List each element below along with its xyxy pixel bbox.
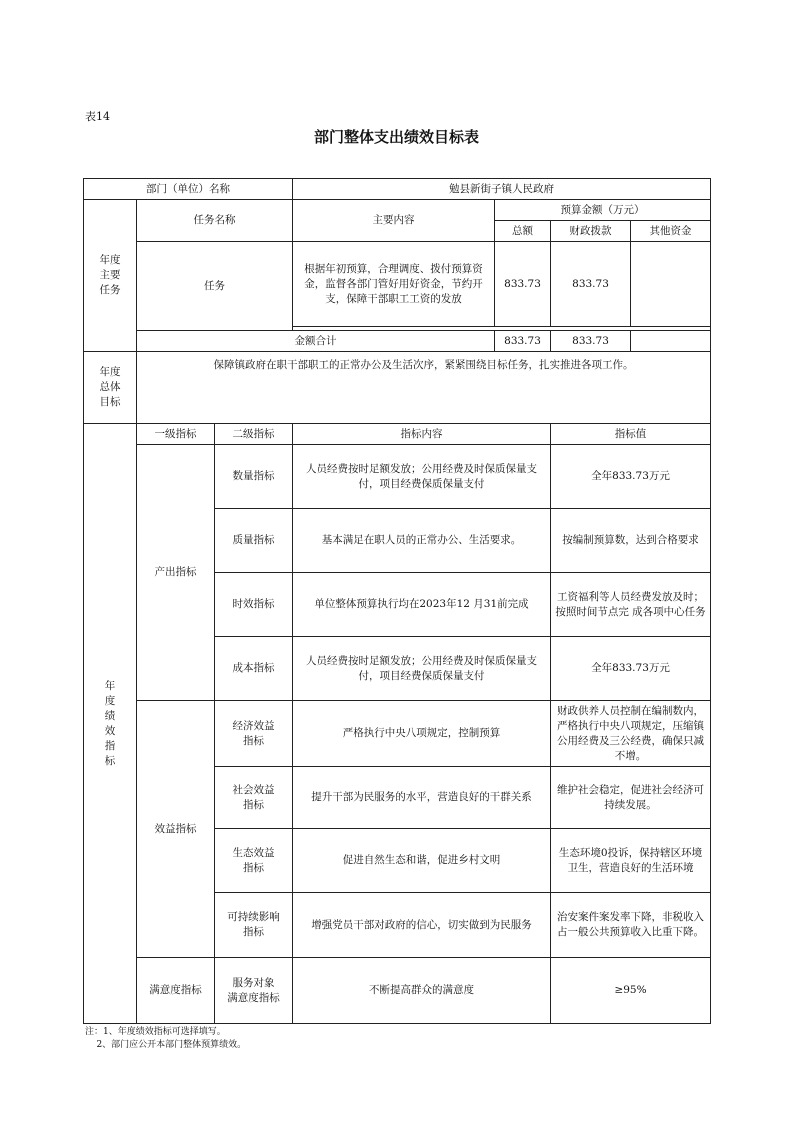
indicator-content: 增强党员干部对政府的信心，切实做到为民服务 bbox=[293, 893, 551, 958]
footnote-line: 注：1、年度绩效指标可选择填写。 bbox=[85, 1027, 226, 1037]
indicator-content: 人员经费按时足额发放；公用经费及时保质保量支付，项目经费保质保量支付 bbox=[293, 445, 551, 509]
dept-name-label: 部门（单位）名称 bbox=[84, 179, 293, 200]
sum-fiscal: 833.73 bbox=[551, 331, 631, 352]
indicator-content: 单位整体预算执行均在2023年12 月31前完成 bbox=[293, 573, 551, 637]
indicator-name: 经济效益 指标 bbox=[215, 701, 293, 767]
indicator-name: 生态效益 指标 bbox=[215, 829, 293, 893]
indicator-value-header: 指标值 bbox=[551, 424, 711, 445]
task-other bbox=[631, 242, 711, 327]
task-fiscal: 833.73 bbox=[551, 242, 631, 327]
document-title: 部门整体支出绩效目标表 bbox=[313, 128, 479, 146]
budget-header: 预算金额（万元） bbox=[495, 200, 711, 221]
level1-header: 一级指标 bbox=[137, 424, 215, 445]
annual-task-label: 年度 主要 任务 bbox=[84, 200, 137, 352]
indicator-content: 促进自然生态和谐，促进乡村文明 bbox=[293, 829, 551, 893]
task-content: 根据年初预算，合理调度、拨付预算资金，监督各部门管好用好资金，节约开支，保障干部职工工资的发放 bbox=[293, 242, 495, 327]
sum-other bbox=[631, 331, 711, 352]
budget-fiscal-header: 财政拨款 bbox=[551, 221, 631, 242]
performance-indicator-label: 年 度 绩 效 指 标 bbox=[84, 424, 137, 1024]
budget-total-header: 总额 bbox=[495, 221, 551, 242]
indicator-value: 生态环境0投诉，保持辖区环境卫生，营造良好的生活环境 bbox=[551, 829, 711, 893]
indicator-content: 不断提高群众的满意度 bbox=[293, 958, 551, 1024]
output-indicator-group: 产出指标 bbox=[137, 445, 215, 701]
dept-name-value: 勉县新街子镇人民政府 bbox=[293, 179, 711, 200]
footnote-line: 2、部门应公开本部门整体预算绩效。 bbox=[85, 1040, 247, 1050]
table-number: 表14 bbox=[85, 110, 110, 123]
sum-label: 金额合计 bbox=[137, 331, 495, 352]
performance-target-table bbox=[83, 178, 711, 1024]
indicator-value: ≥95% bbox=[551, 958, 711, 1024]
indicator-content: 人员经费按时足额发放；公用经费及时保质保量支付，项目经费保质保量支付 bbox=[293, 637, 551, 701]
indicator-value: 全年833.73万元 bbox=[551, 445, 711, 509]
annual-goal-content: 保障镇政府在职干部职工的正常办公及生活次序，紧紧围绕目标任务，扎实推进各项工作。 bbox=[137, 352, 711, 424]
indicator-value: 治安案件案发率下降，非税收入占一般公共预算收入比重下降。 bbox=[551, 893, 711, 958]
indicator-value: 按编制预算数，达到合格要求 bbox=[551, 509, 711, 573]
indicator-content: 严格执行中央八项规定，控制预算 bbox=[293, 701, 551, 767]
indicator-value: 全年833.73万元 bbox=[551, 637, 711, 701]
sum-total: 833.73 bbox=[495, 331, 551, 352]
task-total: 833.73 bbox=[495, 242, 551, 327]
budget-other-header: 其他资金 bbox=[631, 221, 711, 242]
indicator-value: 维护社会稳定，促进社会经济可持续发展。 bbox=[551, 767, 711, 829]
task-content-header: 主要内容 bbox=[293, 200, 495, 242]
indicator-value: 财政供养人员控制在编制数内，严格执行中央八项规定，压缩镇公用经费及三公经费，确保只减不增。 bbox=[551, 701, 711, 767]
indicator-content: 基本满足在职人员的正常办公、生活要求。 bbox=[293, 509, 551, 573]
indicator-content-header: 指标内容 bbox=[293, 424, 551, 445]
indicator-name: 质量指标 bbox=[215, 509, 293, 573]
benefit-indicator-group: 效益指标 bbox=[137, 701, 215, 958]
annual-goal-label: 年度 总体 目标 bbox=[84, 352, 137, 424]
indicator-name: 时效指标 bbox=[215, 573, 293, 637]
indicator-name: 社会效益 指标 bbox=[215, 767, 293, 829]
level2-header: 二级指标 bbox=[215, 424, 293, 445]
footnotes bbox=[85, 1026, 246, 1052]
task-name: 任务 bbox=[137, 242, 293, 331]
indicator-name: 成本指标 bbox=[215, 637, 293, 701]
indicator-name: 服务对象 满意度指标 bbox=[215, 958, 293, 1024]
indicator-content: 提升干部为民服务的水平，营造良好的干群关系 bbox=[293, 767, 551, 829]
task-name-header: 任务名称 bbox=[137, 200, 293, 242]
indicator-name: 可持续影响 指标 bbox=[215, 893, 293, 958]
satisfaction-indicator-group: 满意度指标 bbox=[137, 958, 215, 1024]
indicator-value: 工资福利等人员经费发放及时；按照时间节点完 成各项中心任务 bbox=[551, 573, 711, 637]
indicator-name: 数量指标 bbox=[215, 445, 293, 509]
